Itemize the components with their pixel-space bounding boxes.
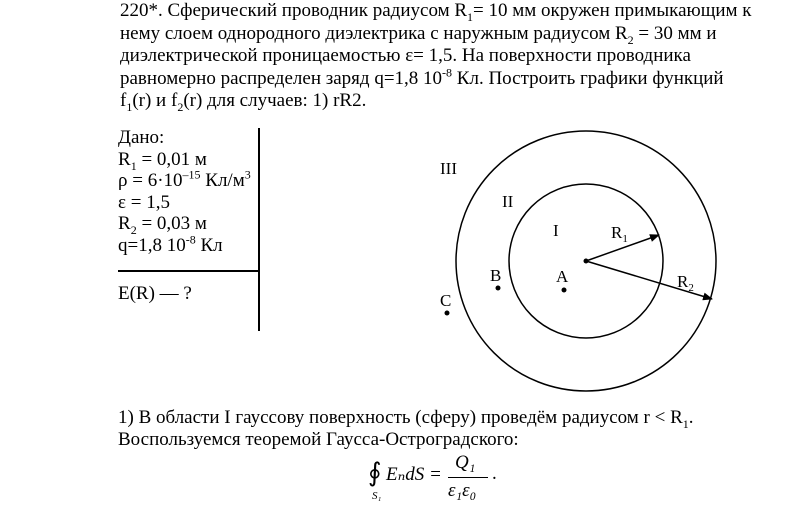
given-r1: $R_1 = 0,01$ м — [118, 148, 207, 173]
given-title: Дано: — [118, 127, 165, 148]
formula-numerator: Q₁ — [455, 452, 476, 473]
point-c-label: C — [440, 291, 452, 310]
solution-line-2: Воспользуемся теоремой Гаусса-Остроградского: — [118, 429, 519, 450]
solution-text — [118, 407, 798, 451]
problem-line-2: нему слоем однородного диэлектрика с наружным радиусом $R_2 = 30$ мм и — [120, 22, 717, 47]
problem-line-1: 220*. Сферический проводник радиусом $R_1= 10$ мм окружен примыкающим к — [120, 0, 752, 24]
point-b-dot — [496, 286, 501, 291]
problem-number: 220*. — [120, 0, 163, 21]
region-label-2: II — [502, 192, 514, 211]
formula-end: . — [492, 463, 497, 484]
problem-line-5: $f_1(r)$ и $f_2(r)$ для случаев: 1) rR2. — [120, 90, 367, 114]
find-statement: E(R) — ? — [118, 283, 192, 304]
gauss-formula — [360, 452, 560, 512]
point-a-dot — [562, 288, 567, 293]
r1-label: $R_1$ — [611, 223, 628, 245]
formula-lhs: EₙdS = — [386, 464, 442, 485]
region-label-1: I — [553, 221, 559, 240]
region-label-3: III — [440, 159, 457, 178]
r2-label: $R_2$ — [677, 272, 694, 294]
contour-integral-sign: ∮ — [368, 458, 382, 487]
given-r2: $R_2 = 0,03$ м — [118, 213, 207, 237]
fraction-bar — [448, 477, 488, 478]
given-q: q=1,8 $10^{-8}$ Кл — [118, 232, 223, 256]
given-eps: ε = 1,5 — [118, 191, 170, 213]
point-b-label: B — [490, 266, 502, 285]
given-rho: $\rho = 6\cdot 10^{-15}$ $Кл/м^3$ — [118, 167, 251, 191]
problem-line-4: равномерно распределен заряд q=1,8 $10^{-8}$ Кл. Построить графики функций — [120, 65, 724, 89]
formula-denominator: ε₁ε₀ — [448, 480, 477, 501]
point-a-label: A — [556, 267, 569, 286]
solution-line-1: 1) В области I гауссову поверхность (сферу) проведём радиусом $r < R_1$. — [118, 407, 694, 431]
point-c-dot — [445, 311, 450, 316]
integral-surface-label: S₁ — [372, 490, 382, 502]
problem-line-3: диэлектрической проницаемостью ε= 1,5. На поверхности проводника — [120, 45, 691, 66]
